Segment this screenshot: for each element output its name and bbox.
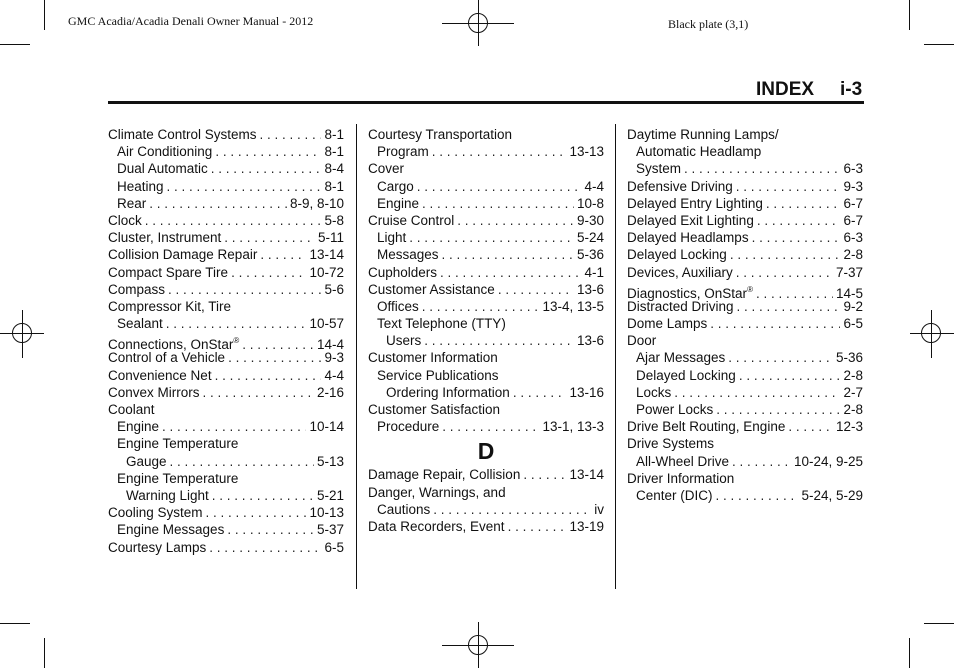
dot-leader: [732, 453, 791, 470]
entry-text: Engine Messages: [117, 522, 225, 538]
index-entry: [627, 126, 863, 143]
index-entry: [108, 246, 344, 263]
index-entry: [108, 384, 344, 401]
page-reference: 2-8: [843, 402, 863, 417]
dot-leader: [224, 229, 315, 246]
letter-heading: D: [477, 438, 495, 465]
index-entry: [368, 484, 604, 501]
index-subentry: [627, 349, 863, 366]
entry-text: Customer Satisfaction: [368, 402, 501, 417]
dot-leader: [260, 126, 322, 143]
page-reference: 8-1: [324, 178, 344, 194]
entry-text: Compressor Kit, Tire: [108, 298, 232, 314]
index-subentry: [627, 143, 863, 160]
index-entry: [108, 332, 344, 353]
index-subentry: [368, 178, 604, 195]
dot-leader: [167, 178, 322, 195]
page-reference: 10-8: [576, 195, 604, 211]
entry-text: Center (DIC): [636, 487, 713, 503]
dot-leader: [457, 212, 574, 229]
index-subentry: [368, 384, 604, 401]
entry-text: Service Publications: [377, 367, 499, 383]
registration-mark-top: [442, 0, 514, 46]
index-entry: [627, 435, 863, 452]
index-entry: [627, 178, 863, 195]
entry-text: Customer Information: [368, 350, 498, 366]
entry-text: Drive Belt Routing, Engine: [627, 419, 786, 435]
entry-text: Heating: [117, 178, 164, 194]
index-subentry: [368, 501, 604, 518]
dot-leader: [422, 195, 574, 212]
index-entry: [368, 264, 604, 281]
entry-text: Engine Temperature: [117, 470, 239, 486]
dot-leader: [149, 195, 287, 212]
dot-leader: [203, 384, 314, 401]
page-reference: 8-1: [324, 144, 344, 160]
page-reference: 9-2: [843, 298, 863, 314]
entry-text: Damage Repair, Collision: [368, 467, 521, 483]
index-subentry: [368, 418, 604, 435]
dot-leader: [728, 349, 833, 366]
dot-leader: [752, 229, 841, 246]
index-entry: [627, 195, 863, 212]
dot-leader: [166, 315, 307, 332]
dot-leader: [417, 178, 582, 195]
dot-leader: [442, 246, 574, 263]
index-entry: [627, 418, 863, 435]
dot-leader: [739, 367, 841, 384]
entry-text: Gauge: [126, 453, 167, 469]
crop-mark: [44, 0, 45, 30]
page-reference: 13-16: [569, 384, 604, 400]
dot-leader: [228, 349, 321, 366]
crop-mark: [44, 638, 45, 668]
dot-leader: [788, 418, 833, 435]
index-subentry: [368, 143, 604, 160]
dot-leader: [498, 281, 574, 298]
entry-text: Danger, Warnings, and: [368, 484, 506, 500]
page-reference: 5-36: [576, 247, 604, 263]
entry-text: Cooling System: [108, 505, 203, 521]
index-entry: [627, 229, 863, 246]
registered-mark: ®: [747, 284, 753, 294]
dot-leader: [730, 246, 841, 263]
page-reference: 10-72: [309, 264, 344, 280]
index-entry: [108, 229, 344, 246]
page-reference: 9-3: [843, 178, 863, 194]
page-reference: 7-37: [835, 264, 863, 280]
index-entry: [627, 315, 863, 332]
entry-text: Warning Light: [126, 487, 209, 503]
dot-leader: [736, 178, 841, 195]
entry-text: Cupholders: [368, 264, 438, 280]
index-entry: [368, 126, 604, 143]
entry-text: Dual Automatic: [117, 161, 208, 177]
entry-text: Daytime Running Lamps/: [627, 127, 779, 142]
page-reference: 4-1: [584, 264, 604, 280]
index-entry: [108, 281, 344, 298]
entry-text: Courtesy Lamps: [108, 539, 207, 555]
dot-leader: [508, 518, 567, 535]
page-reference: 13-4, 13-5: [542, 298, 604, 314]
dot-leader: [674, 384, 840, 401]
page-reference: 9-3: [324, 350, 344, 366]
index-column-2: [368, 126, 604, 535]
page-reference: 5-24: [576, 230, 604, 246]
dot-leader: [710, 315, 840, 332]
dot-leader: [716, 401, 840, 418]
crop-mark: [909, 638, 910, 668]
entry-text: Compact Spare Tire: [108, 264, 229, 280]
page-reference: 4-4: [584, 178, 604, 194]
page-reference: 6-3: [843, 161, 863, 177]
page-reference: 14-5: [835, 285, 863, 301]
entry-text: Messages: [377, 247, 439, 263]
entry-text: Cover: [368, 161, 405, 177]
page-reference: 9-30: [576, 212, 604, 228]
entry-text: Door: [627, 333, 657, 349]
crop-mark: [0, 44, 30, 45]
index-subentry: [368, 195, 604, 212]
index-entry: [627, 470, 863, 487]
entry-text: Defensive Driving: [627, 178, 733, 194]
dot-leader: [736, 264, 833, 281]
page-reference: 10-14: [309, 419, 344, 435]
entry-text: Delayed Locking: [627, 247, 727, 263]
entry-text: Locks: [636, 384, 672, 400]
entry-text: Ordering Information: [386, 384, 510, 400]
index-subentry: [108, 315, 344, 332]
entry-text: Devices, Auxiliary: [627, 264, 733, 280]
page-reference: 5-8: [324, 212, 344, 228]
column-divider: [615, 124, 616, 589]
page-reference: 12-3: [835, 419, 863, 435]
entry-text: Ajar Messages: [636, 350, 726, 366]
column-divider: [356, 124, 357, 589]
entry-text: Automatic Headlamp: [636, 144, 762, 160]
dot-leader: [424, 332, 574, 349]
page-reference: 13-6: [576, 333, 604, 349]
entry-text: Delayed Exit Lighting: [627, 212, 754, 228]
page-reference: 5-36: [835, 350, 863, 366]
index-entry: [627, 281, 863, 301]
dot-leader: [209, 539, 321, 556]
index-subentry: [627, 487, 863, 504]
index-subentry: [108, 435, 344, 452]
entry-text: Compass: [108, 281, 166, 297]
index-column-3: [627, 126, 863, 504]
entry-text: Delayed Locking: [636, 367, 736, 383]
page-reference: 2-7: [843, 384, 863, 400]
dot-leader: [442, 418, 539, 435]
page-reference: 8-1: [324, 127, 344, 142]
dot-leader: [513, 384, 567, 401]
page-reference: 2-16: [316, 384, 344, 400]
dot-leader: [260, 246, 306, 263]
page-reference: 5-24, 5-29: [801, 487, 863, 503]
page-number: i-3: [840, 79, 863, 100]
dot-leader: [433, 501, 591, 518]
index-entry: [627, 246, 863, 263]
index-entry: [108, 126, 344, 143]
index-subentry: [108, 487, 344, 504]
page-reference: iv: [594, 501, 604, 517]
page-reference: 6-5: [324, 539, 344, 555]
entry-text: Convex Mirrors: [108, 384, 200, 400]
index-entry: [108, 298, 344, 315]
entry-text: Distracted Driving: [627, 298, 734, 314]
dot-leader: [211, 160, 322, 177]
dot-leader: [168, 281, 321, 298]
dot-leader: [684, 160, 840, 177]
dot-leader: [523, 466, 566, 483]
index-subentry: [368, 229, 604, 246]
page-reference: 13-6: [576, 281, 604, 297]
index-subentry: [108, 418, 344, 435]
index-subentry: [368, 246, 604, 263]
index-subentry: [108, 470, 344, 487]
section-title: INDEX: [756, 79, 815, 100]
index-subentry: [108, 160, 344, 177]
page-reference: 13-1, 13-3: [542, 419, 604, 435]
dot-leader: [215, 367, 322, 384]
entry-text: Engine: [117, 419, 160, 435]
entry-text: Climate Control Systems: [108, 127, 257, 142]
crop-mark: [909, 0, 910, 30]
index-entry: [368, 466, 604, 483]
page-reference: 6-7: [843, 212, 863, 228]
registration-mark-right: [910, 310, 954, 358]
entry-text: Sealant: [117, 316, 163, 332]
crop-mark: [924, 623, 954, 624]
index-subentry: [108, 453, 344, 470]
dot-leader: [170, 453, 314, 470]
index-entry: [108, 264, 344, 281]
index-subentry: [108, 195, 344, 212]
title-rule: [108, 101, 864, 104]
entry-text: Courtesy Transportation: [368, 127, 513, 142]
index-subentry: [627, 160, 863, 177]
entry-text: Data Recorders, Event: [368, 518, 505, 534]
entry-text: Delayed Headlamps: [627, 230, 749, 246]
entry-text: Diagnostics, OnStar®: [627, 284, 753, 301]
dot-leader: [737, 298, 841, 315]
entry-text: Offices: [377, 298, 419, 314]
entry-text: Engine Temperature: [117, 436, 239, 452]
index-entry: [627, 264, 863, 281]
plate-label: Black plate (3,1): [668, 17, 749, 31]
entry-text: Program: [377, 144, 429, 160]
index-subentry: [108, 143, 344, 160]
entry-text: Collision Damage Repair: [108, 247, 258, 263]
page-reference: 2-8: [843, 247, 863, 263]
page-reference: 13-19: [569, 518, 604, 534]
entry-text: Users: [386, 333, 422, 349]
index-entry: [368, 281, 604, 298]
index-subentry: [108, 178, 344, 195]
index-subentry: [627, 384, 863, 401]
page-reference: 14-4: [316, 337, 344, 353]
entry-text: Power Locks: [636, 402, 714, 417]
index-entry: [368, 212, 604, 229]
dot-leader: [716, 487, 799, 504]
page-reference: 10-24, 9-25: [793, 453, 863, 469]
entry-text: Control of a Vehicle: [108, 350, 226, 366]
registration-mark-bottom: [442, 622, 514, 668]
dot-leader: [432, 143, 567, 160]
index-column-1: [108, 126, 344, 556]
index-entry: [368, 401, 604, 418]
entry-text: Light: [377, 230, 407, 246]
manual-title: GMC Acadia/Acadia Denali Owner Manual - 2012: [68, 14, 314, 28]
entry-text: Clock: [108, 212, 142, 228]
page-reference: 13-14: [309, 247, 344, 263]
entry-text: Delayed Entry Lighting: [627, 195, 763, 211]
entry-text: Air Conditioning: [117, 144, 213, 160]
registered-mark: ®: [233, 336, 240, 346]
entry-text: Dome Lamps: [627, 316, 708, 332]
entry-text: Procedure: [377, 419, 440, 435]
index-entry: [368, 349, 604, 366]
dot-leader: [231, 264, 306, 281]
entry-text: Engine: [377, 195, 420, 211]
index-entry: [627, 298, 863, 315]
entry-text: Rear: [117, 195, 147, 211]
entry-text: Cautions: [377, 501, 431, 517]
dot-leader: [206, 504, 307, 521]
index-entry: [108, 539, 344, 556]
page-reference: 6-7: [843, 195, 863, 211]
index-entry: [627, 212, 863, 229]
page-reference: 6-3: [843, 230, 863, 246]
dot-leader: [145, 212, 322, 229]
page-reference: 4-4: [324, 367, 344, 383]
dot-leader: [440, 264, 581, 281]
index-entry: [368, 160, 604, 177]
page-reference: 5-13: [316, 453, 344, 469]
crop-mark: [924, 44, 954, 45]
index-subentry: [368, 298, 604, 315]
dot-leader: [162, 418, 306, 435]
dot-leader: [215, 143, 321, 160]
page-reference: 8-9, 8-10: [289, 195, 344, 211]
index-subentry: [368, 315, 604, 332]
page-reference: 5-21: [316, 487, 344, 503]
entry-text: Coolant: [108, 402, 155, 417]
entry-text: All-Wheel Drive: [636, 453, 730, 469]
dot-leader: [227, 521, 314, 538]
registration-mark-left: [0, 310, 44, 358]
index-entry: [108, 367, 344, 384]
index-entry: [627, 332, 863, 349]
crop-mark: [0, 623, 30, 624]
index-entry: [108, 212, 344, 229]
page-reference: 6-5: [843, 316, 863, 332]
page-reference: 2-8: [843, 367, 863, 383]
dot-leader: [757, 212, 841, 229]
entry-text: Cluster, Instrument: [108, 230, 222, 246]
entry-text: Driver Information: [627, 470, 735, 486]
page-reference: 13-14: [569, 467, 604, 483]
index-subentry: [627, 367, 863, 384]
entry-text: System: [636, 161, 682, 177]
dot-leader: [766, 195, 841, 212]
dot-leader: [422, 298, 540, 315]
entry-text: Drive Systems: [627, 436, 715, 452]
index-subentry: [108, 521, 344, 538]
entry-text: Customer Assistance: [368, 281, 495, 297]
index-entry: [108, 401, 344, 418]
index-subentry: [627, 453, 863, 470]
index-entry: [108, 504, 344, 521]
index-entry: [368, 518, 604, 535]
entry-text: Cargo: [377, 178, 414, 194]
dot-leader: [212, 487, 314, 504]
index-subentry: [368, 332, 604, 349]
entry-text: Cruise Control: [368, 212, 455, 228]
index-subentry: [627, 401, 863, 418]
entry-text: Convenience Net: [108, 367, 212, 383]
page-reference: 8-4: [324, 161, 344, 177]
page-reference: 5-37: [316, 522, 344, 538]
page-reference: 5-11: [317, 230, 344, 246]
page-reference: 10-57: [309, 316, 344, 332]
dot-leader: [409, 229, 574, 246]
page-reference: 5-6: [324, 281, 344, 297]
entry-text: Connections, OnStar®: [108, 336, 240, 353]
index-subentry: [368, 367, 604, 384]
page-reference: 13-13: [569, 144, 604, 160]
entry-text: Text Telephone (TTY): [377, 316, 506, 332]
page-reference: 10-13: [309, 505, 344, 521]
